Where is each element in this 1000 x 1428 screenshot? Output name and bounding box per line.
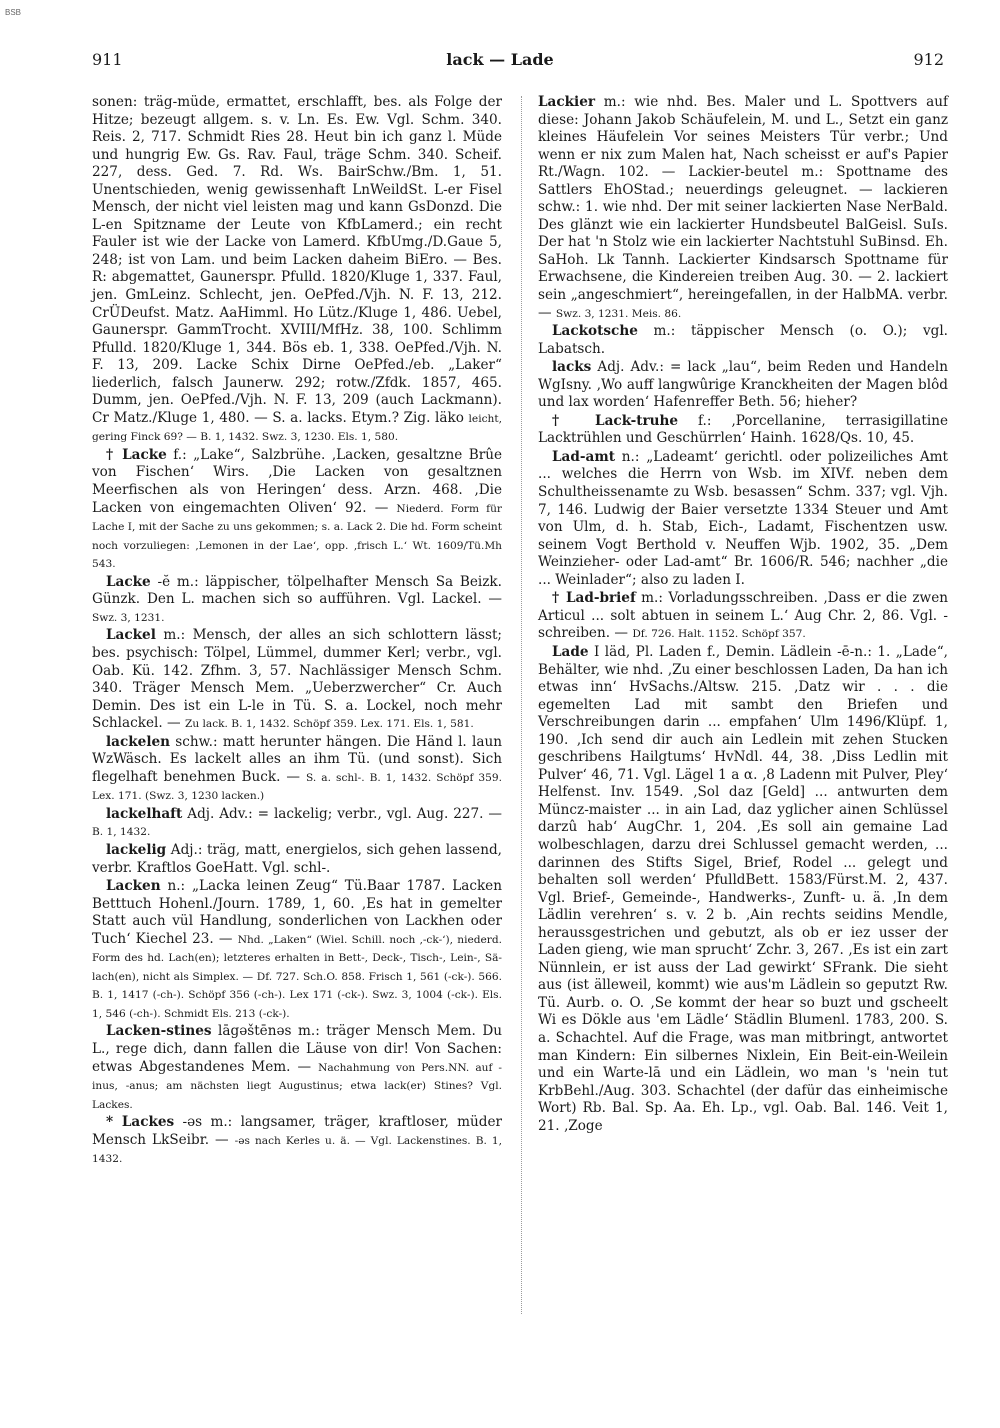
entry-text: m.: Mensch, der alles an sich schlottern lässt; bes. psychisch: Tölpel, Lümmel, dummer Kerl; verbr., vgl. Oab. Kü. 142. Zfhm. 3, 57. Nachlässiger Mensch Schm. 340. Träger Mensch Mem. „Ueberzwercher“ Cr. Auch Demin. Des ist ein L-le in Tü. S. a. Lockel, noch mehr Schlackel. —	[92, 627, 502, 732]
entry-headword: † Lad-brief	[552, 590, 636, 607]
dictionary-entry	[92, 734, 502, 806]
entry-headword: Lackel	[106, 627, 156, 644]
entry-note: leicht, gering Finck 69? — B. 1, 1432. Swz. 3, 1230. Els. 1, 580.	[92, 412, 502, 444]
entry-headword: † Lack-truhe	[552, 412, 679, 429]
dictionary-entry	[92, 842, 502, 878]
entry-headword: Lade	[552, 643, 589, 660]
entry-text: Adj.: träg, matt, energielos, sich gehen lassend, verbr. Kraftlos GoeHatt. Vgl. schl-.	[92, 841, 502, 876]
dictionary-entry	[92, 574, 502, 628]
entry-text: Adj. Adv.: = lackelig; verbr., vgl. Aug. 227. —	[187, 805, 502, 822]
entry-headword: lackelig	[106, 841, 167, 858]
dictionary-entry	[538, 449, 948, 590]
entry-headword: Lackotsche	[552, 323, 638, 340]
column-divider	[521, 96, 522, 1314]
dictionary-entry	[538, 359, 948, 413]
entry-note: Nhd. „Laken“ (Wiel. Schill. noch ‚-ck-‘), niederd. Form des hd. Lach(en); letzteres erhalten in Bett-, Deck-, Tisch-, Lein-, Sä-lach(en), nicht als Simplex. — Df. 727. Sch.O. 858. Frisch 1, 561 (-ck-). 566. B. 1, 1417 (-ch-). Schöpf 356 (-ch-). Lex 171 (-ck-). Swz. 3, 1004 (-ck-). Els. 1, 546 (-ch-). Schmidt Els. 213 (-ck-).	[92, 933, 502, 1020]
dictionary-entry	[538, 590, 948, 644]
dictionary-entry	[92, 627, 502, 733]
left-column	[92, 94, 502, 1169]
dictionary-entry	[538, 94, 948, 323]
entry-headword: Lackier	[538, 94, 596, 110]
entry-text: f.: ‚Porcellanine, terrasigillatine Lacktrühlen und Geschürrlen‘ Hainh. 1628/Qs. 10, 45.	[538, 412, 948, 447]
page-number-left: 911	[92, 50, 123, 69]
library-stamp: BSB	[5, 8, 22, 17]
dictionary-entry	[538, 644, 948, 1136]
entry-text: m.: wie nhd. Bes. Maler und L. Spottvers auf diese: Johann Jakob Schäufelein, M. und L., Setzt ein ganz kleines Häufelein Vor seines Meisters Tür verbr.; Und wenn er nix zum Malen hat, Nach scheisst er auf's Papier Rt./Wagn. 102. — Lackier-beutel m.: Spottname des Sattlers EhOStad.; neuerdings geleugnet. — lackieren schw.: 1. wie nhd. Der mit seiner lackierten Nase NerBald. Des glänzt wie ein lackierter Hundsbeutel BalGeisl. SuIs. Der hat 'n Stolz wie ein lackierter Nachtstuhl SuBinsd. Eh. SaHoh. Lk Tannh. Lackierter Kindsarsch Spottname für Erwachsene, die Kindereien treiben Aug. 30. — 2. lackiert sein „angeschmiert“, hereingefallen, in der HalbMA. verbr. —	[538, 94, 948, 321]
entry-text: n.: „Lacka leinen Zeug“ Tü.Baar 1787. Lacken Betttuch Hohenl./Journ. 1789, 1, 60. ‚Es hat in gemelter Statt auch vül Handlung, sonderlichen von Lackhen oder Tuch‘ Kiechel 23. —	[92, 878, 502, 947]
entry-text: -əs m.: langsamer, träger, kraftloser, müder Mensch LkSeibr. —	[92, 1114, 502, 1148]
dictionary-entry	[92, 1023, 502, 1114]
entry-text: schw.: matt herunter hängen. Die Händ l. laun WzWäsch. Es lackelt alles an ihm Tü. (und sonst). Sich flegelhaft benehmen Buck. —	[92, 733, 502, 785]
entry-text: f.: „Lake“, Salzbrühe. ‚Lacken, gesaltzne Brûe von Fischen‘ Wirs. ‚Die Lacken von gesaltznen Meerfischen als von Heringen‘ dess. Arzn. 468. ‚Die Lacken von eingemachten Oliven‘ 92. —	[92, 446, 502, 516]
entry-text: m.: Vorladungsschreiben. ‚Dass er die zwen Articul ... solt abtuen in seinem L.‘ Aug Chr. 2, 86. Vgl. -schreiben. —	[538, 590, 948, 642]
right-column	[538, 94, 948, 1136]
entry-headword: Lacken	[106, 878, 161, 895]
entry-note: Df. 726. Halt. 1152. Schöpf 357.	[632, 628, 806, 641]
entry-note: Nachahmung von Pers.NN. auf -inus, -anus; am nächsten liegt Augustinus; etwa lack(er) Stines? Vgl. Lackes.	[92, 1061, 503, 1111]
entry-text: sonen: träg-müde, ermattet, erschlafft, bes. als Folge der Hitze; bezeugt allgem. s. v. Ln. Es. Ew. Vgl. Schm. 340. Reis. 2, 717. Schmidt Ries 28. Heut bin ich ganz l. Müde und hungrig Ew. Gs. Rav. Faul, träge Schm. 340. Scheif. 227, dess. Ged. 7. Rd. Ws. BairSchw./Bm. 1, 51. Unentschieden, wenig gewissenhaft LnWeildSt. L-er Fisel Mensch, der nicht viel leisten mag und kann GsDonzd. Die L-en Spitzname der Leute von KfbLamerd.; ein recht Fauler ist wie der Lacke von Lamerd. KfbUmg./D.Gaue 5, 248; ist von Lam. und beim Lacken daheim BiEro. — Bes. R: abgemattet, Gaunerspr. Pfulld. 1820/Kluge 1, 337. Faul, jen. GmLeinz. Schlecht, jen. OePfed./Vjh. N. F. 13, 212. CrÜDeufst. Matz. AaHimml. Ho Lütz./Kluge 1, 486. Uebel, Gaunerspr. GammTrocht. XVIII/MfHz. 38, 100. Schlimm Pfulld. 1820/Kluge 1, 344. Bös eb. 1, 338. OePfed./Vjh. N. F. 13, 209. Lacke Schix Dirne OePfed./eb. „Laker“ liederlich, falsch Jaunerw. 292; rotw./Zfdk. 1857, 465. Dumm, jen. OePfed./Vjh. N. F. 13, 209 (auch Lackmann). Cr Matz./Kluge 1, 480. — S. a. lacks. Etym.? Zig. läko	[92, 94, 502, 426]
entry-text: lāgəštēnəs m.: träger Mensch Mem. Du L., rege dich, dann fallen die Läuse von dir! Von Sachen: etwas Abgestandenes Mem. —	[92, 1023, 503, 1075]
entry-text: -ĕ m.: läppischer, tölpelhafter Mensch Sa Beizk. Günzk. Den L. machen sich so aufführen. Vgl. Lackel. —	[92, 573, 502, 608]
entry-headword: Lacken-stines	[106, 1023, 212, 1040]
dictionary-entry	[92, 447, 502, 574]
entry-headword: lacks	[552, 359, 592, 376]
page-number-right: 912	[913, 50, 944, 69]
entry-headword: lackelen	[106, 733, 171, 750]
dictionary-entry	[92, 878, 502, 1023]
page-title: lack — Lade	[446, 50, 554, 69]
entry-headword: Lacke	[106, 573, 151, 590]
entry-note: Zu lack. B. 1, 1432. Schöpf 359. Lex. 171. Els. 1, 581.	[184, 718, 474, 731]
entry-note: Swz. 3, 1231. Meis. 86.	[555, 307, 682, 320]
running-header	[0, 50, 1000, 74]
dictionary-entry	[538, 323, 948, 359]
entry-text: Adj. Adv.: = lack „lau“, beim Reden und Handeln WgIsny. ‚Wo auff langwûrige Kranckheiten der Magen blôd und lax worden‘ Hafenreffer Beth. 56; hieher?	[538, 359, 948, 411]
entry-note: Niederd. Form für Lache I, mit der Sache zu uns gekommen; s. a. Lack 2. Die hd. Form scheint noch vorzuliegen: ‚Lemonen in der Lae‘, opp. ‚frisch L.‘ Wt. 1609/Tü.Mh 543.	[92, 502, 502, 571]
entry-text: n.: „Ladeamt‘ gerichtl. oder polizeiliches Amt ... welches die Herrn von Wsb. im XIVf. neben dem Schultheissenamte zu Wsb. besassen“ Schm. 337; vgl. Vjh. 7, 146. Ludwig der Baier versetzte 1334 Steuer und Amt von Ulm, d. h. Stab, Eich-, Ladamt, Fischentzen usw. seinem Vogt Berthold v. Neuffen Wjb. 1902, 35. „Dem Weinzieher- oder Lad-amt“ Br. 1606/R. 546; nachher „die ... Weinlader“; also zu laden I.	[538, 448, 948, 588]
dictionary-entry	[92, 806, 502, 842]
entry-text: I läd, Pl. Laden f., Demin. Lädlein -ē-n.: 1. „Lade“, Behälter, wie nhd. ‚Zu einer beschlossen Laden, Da han ich etwas inn‘ HvSachs./Altsw. 215. ‚Datz wir . . . die egemelten Lad mit sambt den Briefen und Verschreibungen darin ... empfahen‘ Ulm 1496/Klüpf. 1, 190. ‚Ich send dir auch ain Ledlein mit zehen Stucken geschribens Hailgtums‘ HvNdl. 44, 38. ‚Diss Ledlin mit Pulver‘ 46, 71. Vgl. Lägel 1 a α. ‚8 Ladenn mit Pulver, Pley‘ Helfenst. Inv. 1549. ‚Sol daz [Geld] ... antwurten dem Müncz-maister ... in ain Lad, daz yglicher ainen Schlüssel darzû hab‘ AugChr. 1, 204. ‚Es soll ain gemaine Lad wolbeschlagen, darzu drei Schlussel gemacht werden, ... darinnen des Stifts Sigel, Brief, Rodel ... gelegt und behalten soll werden‘ PfulldBett. 1583/Fürst.M. 2, 437. Vgl. Brief-, Gemeinde-, Handwerks-, Zunft- u. ä. ‚In dem Lädlin verehren‘ s. v. 2 b. ‚Ain rechts seidins Mendle, heraussgestrichen und gebutzt, als ob er iez usser der Laden gieng, wie man sprucht‘ Zchr. 3, 267. ‚Es ist ein zart Nünnlein, er ist auss der Lad gewirkt‘ SFrank. Die sieht aus (ist älleweil, kommt) wie aus'm Lädlein so geputzt Rw. Tü. Aurb. o. O. ‚Se kommt der hear so buzt und gscheelt Wi es Dökle aus 'em Lädle‘ Städlin Blumenl. 1783, 200. S. a. Schachtel. Auf die Frage, was man mitbringt, antwortet man Kindern: Ein silbernes Nixlein, Ein Beit-ein-Weilein und ein Warte-lā und ein Lädlein, wo man 's 'nein tut KrbBehl./Aug. 303. Schachtel (der dafür das einheimische Wort) Rb. Bal. Sp. Aa. Eh. Lp., vgl. Oab. Bal. 146. Veit 1, 21. ‚Zoge	[538, 643, 948, 1134]
dictionary-entry	[92, 1114, 502, 1169]
entry-headword: † Lacke	[106, 446, 167, 463]
dictionary-entry	[538, 413, 948, 449]
dictionary-entry	[92, 94, 502, 447]
entry-headword: * Lackes	[106, 1114, 175, 1131]
entry-headword: lackelhaft	[106, 805, 183, 822]
entry-headword: Lad-amt	[552, 448, 615, 465]
entry-note: B. 1, 1432.	[92, 826, 151, 839]
entry-note: -əs nach Kerles u. ä. — Vgl. Lackenstines. B. 1, 1432.	[92, 1134, 502, 1166]
entry-note: S. a. schl-. B. 1, 1432. Schöpf 359. Lex. 171. (Swz. 3, 1230 lacken.)	[92, 771, 502, 803]
entry-text: m.: täppischer Mensch (o. O.); vgl. Labatsch.	[538, 323, 948, 357]
entry-note: Swz. 3, 1231.	[92, 611, 165, 624]
